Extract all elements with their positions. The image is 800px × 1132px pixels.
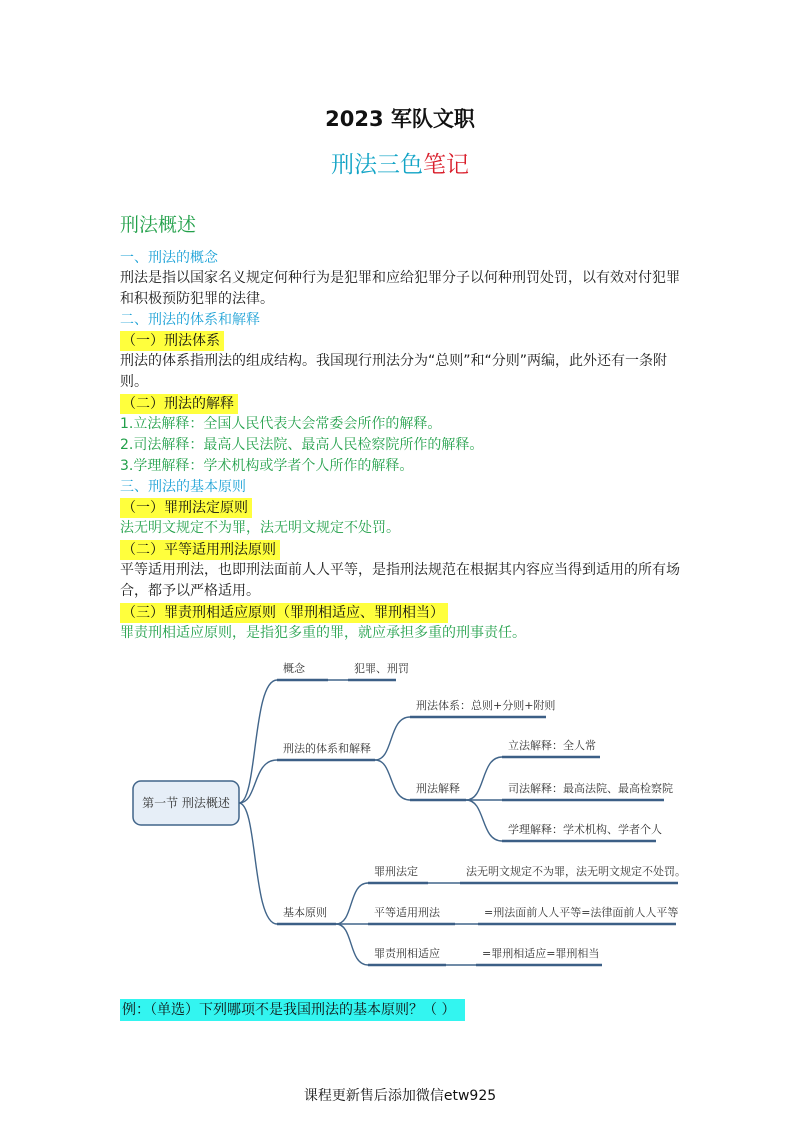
mindmap-p3-leaf: =罪刑相适应=罪刑相当 bbox=[482, 947, 600, 960]
subtitle-part2: 笔记 bbox=[423, 152, 469, 178]
mindmap-p3: 罪责刑相适应 bbox=[374, 947, 440, 960]
block-system-sub1: （一）刑法体系 bbox=[120, 331, 224, 351]
block-system-heading: 二、刑法的体系和解释 bbox=[120, 312, 260, 328]
mindmap-branch-interp bbox=[375, 760, 410, 800]
mindmap-p1-leaf: 法无明文规定不为罪，法无明文规定不处罚。 bbox=[466, 865, 686, 878]
mindmap-interp-leaf3: 学理解释：学术机构、学者个人 bbox=[508, 823, 662, 836]
mindmap-concept-leaf: 犯罪、刑罚 bbox=[354, 662, 409, 675]
block-principle-2: （二）平等适用刑法原则 bbox=[120, 540, 280, 560]
subtitle-part1: 刑法三色 bbox=[331, 152, 423, 178]
mindmap-branch-interp-leaf1 bbox=[466, 757, 502, 800]
block-principle-1-text: 法无明文规定不为罪，法无明文规定不处罚。 bbox=[120, 520, 400, 536]
mindmap-system: 刑法的体系和解释 bbox=[283, 742, 371, 755]
page-title: 2023 军队文职 bbox=[325, 107, 475, 131]
mindmap-p2: 平等适用刑法 bbox=[374, 906, 440, 919]
mindmap-branch-system bbox=[239, 760, 277, 803]
block-principle-1: （一）罪刑法定原则 bbox=[120, 498, 252, 518]
block-interp-1: 1.立法解释：全国人民代表大会常委会所作的解释。 bbox=[120, 416, 442, 432]
mindmap-concept: 概念 bbox=[283, 662, 305, 675]
mindmap-branch-concept bbox=[239, 680, 277, 803]
example-question: 例：（单选）下列哪项不是我国刑法的基本原则？（ ） bbox=[120, 999, 465, 1021]
mindmap-p2-leaf: =刑法面前人人平等=法律面前人人平等 bbox=[484, 906, 679, 919]
block-system-text: 刑法的体系指刑法的组成结构。我国现行刑法分为“总则”和“分则”两编，此外还有一条附则。 bbox=[120, 353, 668, 390]
footer-text: 课程更新售后添加微信etw925 bbox=[303, 1088, 497, 1104]
block-interp-2: 2.司法解释：最高人民法院、最高人民检察院所作的解释。 bbox=[120, 437, 484, 453]
block-principle-3-text: 罪责刑相适应原则，是指犯多重的罪，就应承担多重的刑事责任。 bbox=[120, 625, 526, 641]
block-interp-3: 3.学理解释：学术机构或学者个人所作的解释。 bbox=[120, 458, 414, 474]
block-system-sub2: （二）刑法的解释 bbox=[120, 394, 238, 414]
mindmap-interp-leaf1: 立法解释：全人常 bbox=[508, 739, 596, 752]
block-concept-text: 刑法是指以国家名义规定何种行为是犯罪和应给犯罪分子以何种刑罚处罚，以有效对付犯罪和积极预防犯罪的法律。 bbox=[120, 270, 680, 307]
mindmap-root: 第一节 刑法概述 bbox=[142, 796, 230, 810]
mindmap-basic: 基本原则 bbox=[283, 906, 327, 919]
mindmap-p1: 罪刑法定 bbox=[374, 865, 418, 878]
mindmap-interp: 刑法解释 bbox=[416, 782, 460, 795]
mindmap-system-leaf: 刑法体系：总则+分则+附则 bbox=[416, 699, 556, 712]
mindmap-branch-basic bbox=[239, 803, 277, 924]
block-concept-heading: 一、刑法的概念 bbox=[120, 250, 218, 266]
block-principle-2-text: 平等适用刑法，也即刑法面前人人平等，是指刑法规范在根据其内容应当得到适用的所有场合，都予以严格适用。 bbox=[120, 562, 680, 599]
mindmap-branch-p3 bbox=[336, 924, 368, 965]
section-title: 刑法概述 bbox=[120, 214, 197, 236]
block-principle-3: （三）罪责刑相适应原则（罪刑相适应、罪刑相当） bbox=[120, 603, 448, 623]
mindmap-interp-leaf2: 司法解释：最高法院、最高检察院 bbox=[508, 782, 673, 795]
mindmap-branch-interp-leaf3 bbox=[466, 800, 502, 841]
mindmap-branch-p1 bbox=[336, 883, 368, 924]
block-principles-heading: 三、刑法的基本原则 bbox=[120, 479, 246, 495]
mindmap-branch-system-leaf bbox=[375, 717, 410, 760]
